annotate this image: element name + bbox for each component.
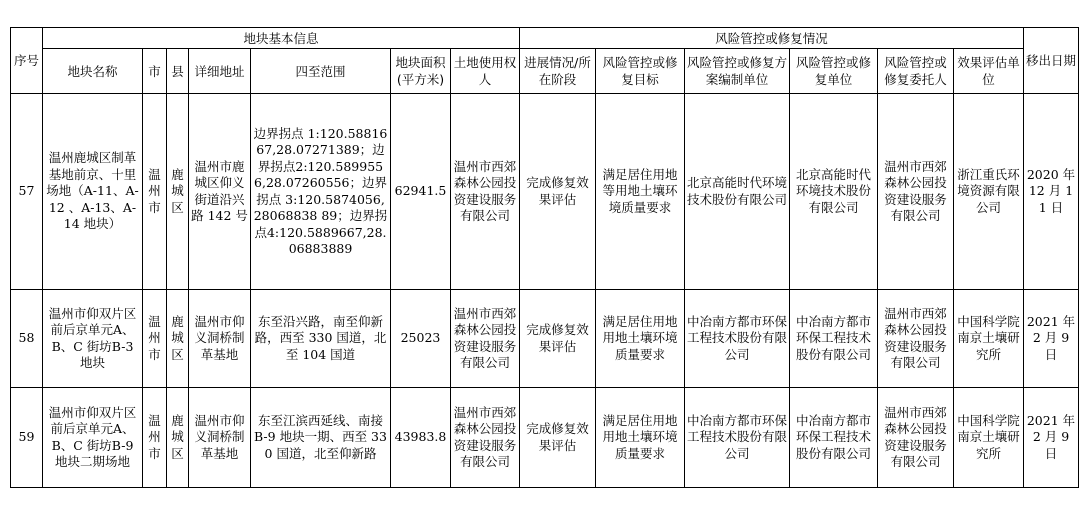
cell-boundary: 边界拐点 1:120.5881667,28.07271389；边界拐点2:120.5899556,28.07260556；边界拐点 3:120.5874056,28068838 89；边界拐点4:120.5889667,28.06883889 (251, 94, 391, 290)
cell-repair-unit: 中冶南方都市环保工程技术股份有限公司 (790, 290, 878, 388)
cell-repair-unit: 北京高能时代环境技术股份有限公司 (790, 94, 878, 290)
header-row-columns (11, 49, 1079, 94)
header-county: 县 (167, 49, 189, 94)
cell-target: 满足居住用地等用地土壤环境质量要求 (596, 94, 685, 290)
table-row (11, 290, 1079, 388)
cell-address: 温州市仰义洞桥制革基地 (189, 290, 251, 388)
cell-seq: 58 (11, 290, 43, 388)
header-eval-unit: 效果评估单位 (954, 49, 1024, 94)
header-repair-unit: 风险管控或修复单位 (790, 49, 878, 94)
header-area: 地块面积(平方米) (391, 49, 451, 94)
cell-seq: 57 (11, 94, 43, 290)
cell-client: 温州市西郊森林公园投资建设服务有限公司 (878, 388, 954, 488)
cell-removal-date: 2020 年12 月 11 日 (1024, 94, 1079, 290)
header-plan-unit: 风险管控或修复方案编制单位 (685, 49, 790, 94)
header-target: 风险管控或修复目标 (596, 49, 685, 94)
cell-site-name: 温州鹿城区制革基地前京、十里场地（A-11、A-12 、A-13、A-14 地块） (43, 94, 143, 290)
cell-land-owner: 温州市西郊森林公园投资建设服务有限公司 (451, 94, 520, 290)
cell-seq: 59 (11, 388, 43, 488)
cell-address: 温州市仰义洞桥制革基地 (189, 388, 251, 488)
cell-boundary: 东至沿兴路，南至仰新路，西至 330 国道，北至 104 国道 (251, 290, 391, 388)
cell-site-name: 温州市仰双片区前后京单元A、B、C 街坊B-3 地块 (43, 290, 143, 388)
cell-city: 温州市 (143, 290, 167, 388)
header-seq: 序号 (11, 28, 43, 94)
cell-city: 温州市 (143, 388, 167, 488)
cell-county: 鹿城区 (167, 388, 189, 488)
header-group-risk-control: 风险管控或修复情况 (520, 28, 1024, 49)
cell-land-owner: 温州市西郊森林公园投资建设服务有限公司 (451, 388, 520, 488)
cell-eval-unit: 浙江重氏环境资源有限公司 (954, 94, 1024, 290)
cell-progress: 完成修复效果评估 (520, 290, 596, 388)
header-land-owner: 土地使用权人 (451, 49, 520, 94)
header-site-name: 地块名称 (43, 49, 143, 94)
cell-county: 鹿城区 (167, 290, 189, 388)
cell-repair-unit: 中冶南方都市环保工程技术股份有限公司 (790, 388, 878, 488)
cell-area: 25023 (391, 290, 451, 388)
cell-client: 温州市西郊森林公园投资建设服务有限公司 (878, 94, 954, 290)
cell-address: 温州市鹿城区仰义街道沿兴路 142 号 (189, 94, 251, 290)
cell-target: 满足居住用地用地土壤环境质量要求 (596, 388, 685, 488)
cell-county: 鹿城区 (167, 94, 189, 290)
cell-removal-date: 2021 年2 月 9 日 (1024, 388, 1079, 488)
cell-site-name: 温州市仰双片区前后京单元A、B、C 街坊B-9 地块二期场地 (43, 388, 143, 488)
table-row (11, 94, 1079, 290)
cell-land-owner: 温州市西郊森林公园投资建设服务有限公司 (451, 290, 520, 388)
cell-plan-unit: 中冶南方都市环保工程技术股份有限公司 (685, 388, 790, 488)
cell-progress: 完成修复效果评估 (520, 94, 596, 290)
cell-city: 温州市 (143, 94, 167, 290)
cell-area: 43983.8 (391, 388, 451, 488)
cell-boundary: 东至江滨西延线、南接 B-9 地块一期、西至 330 国道，北至仰新路 (251, 388, 391, 488)
cell-client: 温州市西郊森林公园投资建设服务有限公司 (878, 290, 954, 388)
header-client: 风险管控或修复委托人 (878, 49, 954, 94)
header-boundary: 四至范围 (251, 49, 391, 94)
cell-plan-unit: 中冶南方都市环保工程技术股份有限公司 (685, 290, 790, 388)
cell-removal-date: 2021 年2 月 9 日 (1024, 290, 1079, 388)
header-row-group (11, 28, 1079, 49)
header-group-basic-info: 地块基本信息 (43, 28, 520, 49)
table-row (11, 388, 1079, 488)
header-progress: 进展情况/所在阶段 (520, 49, 596, 94)
header-removal-date: 移出日期 (1024, 28, 1079, 94)
cell-eval-unit: 中国科学院南京土壤研究所 (954, 290, 1024, 388)
cell-progress: 完成修复效果评估 (520, 388, 596, 488)
header-address: 详细地址 (189, 49, 251, 94)
site-removal-table (10, 27, 1079, 488)
cell-area: 62941.5 (391, 94, 451, 290)
cell-eval-unit: 中国科学院南京土壤研究所 (954, 388, 1024, 488)
cell-plan-unit: 北京高能时代环境技术股份有限公司 (685, 94, 790, 290)
cell-target: 满足居住用地用地土壤环境质量要求 (596, 290, 685, 388)
header-city: 市 (143, 49, 167, 94)
